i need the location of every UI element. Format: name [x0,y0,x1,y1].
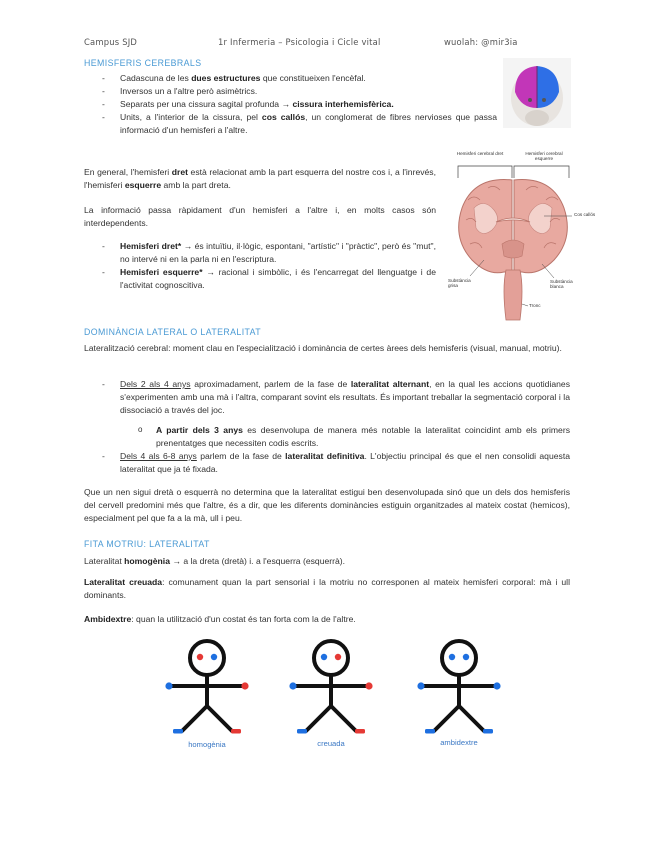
list-item: - Dels 4 als 6-8 anys parlem de la fase de lateralitat definitiva. L'objectiu principal és que el nen consolidi aquesta lateralitat que ja té fixada. [102,450,570,476]
laterality-phases-list-2 [102,450,570,476]
ambidextrous-line: Ambidextre: quan la utilització d'un costat és tan forta com la de l'altre. [84,614,356,624]
list-item: - Units, a l'interior de la cissura, pel cos callós, un conglomerat de fibres nervioses que passa informació d'un hemisferi a l'altre. [102,111,497,137]
figure-head [190,641,224,675]
left-hand-icon [165,682,172,689]
hemisphere-relation-paragraph: En general, l'hemisferi dret està relacionat amb la part esquerra del nostre cos i, a l'inrevés, l'hemisferi esquerre amb la part dreta. [84,167,436,190]
caption-homogeneous: homogènia [188,740,226,749]
crossed-laterality-line: Lateralitat creuada: comunament quan la part sensorial i la motriu no corresponen al mateix hemisferi corporal: mà i ull dominants. [84,577,571,600]
left-eye-icon [197,654,203,660]
figure-right-leg [207,706,232,731]
header-right: wuolah: @mir3ia [444,37,518,47]
right-hand-icon [493,682,500,689]
left-eye-icon [321,654,327,660]
figure-ambidextrous [414,636,504,736]
figure-right-leg [331,706,356,731]
lateralization-intro: Lateralització cerebral: moment clau en l'especialització i dominància de certes àrees dels hemisferis (visual, manual, motriu). [84,343,562,353]
right-foot-icon [483,729,493,734]
dominance-paragraph: Que un nen sigui dretà o esquerrà no determina que la lateralitat estigui ben desenvolupada sinó que un dels dos hemisferis del cervell predomini més que l'altre, és a dir, que les diferents dominàncies estiguin organitzades al mateix costat (hemicos), especialment pel que fa a la mà, ull i peu. [84,487,570,523]
figure-left-leg [182,706,207,731]
label-right-hemisphere: Hemisferi cerebral dret [456,151,504,156]
right-eye-icon [211,654,217,660]
hemispheres-bullet-list [102,72,497,136]
right-hand-icon [241,682,248,689]
figure-head [314,641,348,675]
figure-right-leg [459,706,484,731]
left-foot-icon [173,729,183,734]
label-left-hemisphere: Hemisferi cerebral esquerre [525,151,563,162]
figure-homogeneous [162,636,252,736]
caption-crossed: creuada [317,739,345,748]
list-item: - Hemisferi esquerre* → racional i simbòlic, i és l'encarregat del llenguatge i de l'activitat cognoscitiva. [102,266,436,292]
left-hand-icon [417,682,424,689]
figure-left-leg [434,706,459,731]
section-title-motor-milestone: FITA MOTRIU: LATERALITAT [84,539,210,549]
right-eye-icon [335,654,341,660]
right-foot-icon [355,729,365,734]
brain-head-image [503,58,571,128]
label-corpus-callosum: Cos callós [574,212,596,217]
list-item: - Separats per una cissura sagital profunda → cissura interhemisfèrica. [102,98,497,111]
list-item: o A partir dels 3 anys es desenvolupa de manera més notable la lateralitat coincidint amb els primers prenentatges que necessiten codis escrits. [138,424,570,450]
hemisphere-types-list [102,240,436,292]
laterality-figures [0,636,655,756]
figure-head [442,641,476,675]
list-item: - Dels 2 als 4 anys aproximadament, parlem de la fase de lateralitat alternant, en la qual les accions quotidianes s'experimenten amb una mà i l'altra, comparant sovint els resultats. És important treballar la segmentació corporal i la dissociació a través del joc. [102,378,570,417]
homogeneous-laterality-line: Lateralitat homogènia → a la dreta (dretà) i. a l'esquerra (esquerrà). [84,556,346,566]
header-center: 1r Infermeria – Psicologia i Cicle vital [218,37,381,47]
label-brainstem: Tronc [529,303,541,308]
left-hand-icon [289,682,296,689]
header-left: Campus SJD [84,37,138,47]
left-foot-icon [297,729,307,734]
section-title-laterality: DOMINÀNCIA LATERAL O LATERALITAT [84,327,262,337]
laterality-subphase-list [138,424,570,450]
section-title-hemispheres: HEMISFERIS CEREBRALS [84,58,202,68]
caption-ambidextrous: ambidextre [440,738,478,747]
list-item: - Cadascuna de les dues estructures que constitueixen l'encèfal. [102,72,497,85]
list-item: - Hemisferi dret* → és intuïtiu, il·lògic, espontani, "artístic" i "pràctic", però és "mut", no intervé ni en la parla ni en l'escriptura. [102,240,436,266]
left-eye-icon [449,654,455,660]
right-foot-icon [231,729,241,734]
label-grey-matter: Substància grisa [448,278,471,289]
interdependence-paragraph: La informació passa ràpidament d'un hemisferi a l'altre i, en molts casos són interdependents. [84,205,436,228]
figure-left-leg [306,706,331,731]
right-eye-icon [463,654,469,660]
left-foot-icon [425,729,435,734]
figure-crossed [286,636,376,736]
label-white-matter: Substància blanca [550,279,573,290]
right-hand-icon [365,682,372,689]
laterality-phases-list [102,378,570,417]
brain-cross-section-diagram [444,148,594,326]
list-item: - Inversos un a l'altre però asimètrics. [102,85,497,98]
